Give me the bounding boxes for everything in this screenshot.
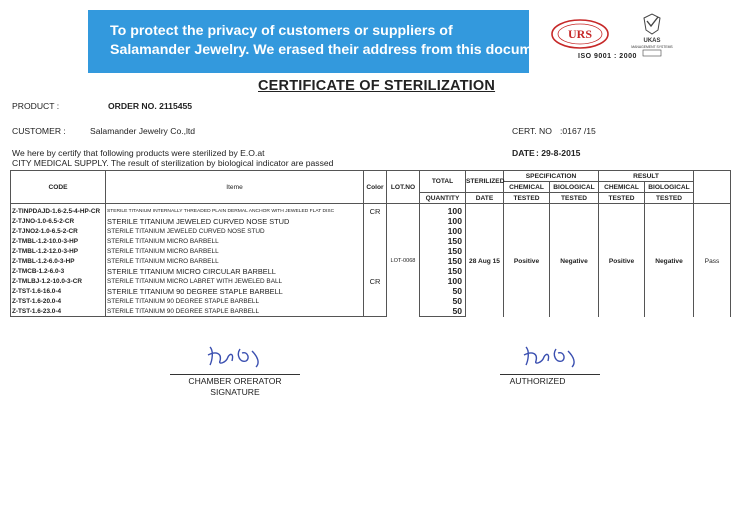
row-code: Z-TMBL-1.2-10.0-3-HP [11, 236, 106, 246]
sterilized-date: 28 Aug 15 [466, 204, 504, 317]
header-date: DATE [466, 193, 504, 204]
iso-label: ISO 9001 : 2000 [578, 53, 637, 60]
row-color [364, 256, 387, 266]
ukas-logo [631, 14, 673, 56]
row-item: STERILE TITANIUM MICRO BARBELL [106, 246, 364, 256]
ukas-subtext: MANAGEMENT SYSTEMS [631, 45, 673, 49]
spec-biological-result: Negative [550, 204, 599, 317]
table-row [11, 204, 731, 217]
row-quantity: 100 [420, 216, 466, 226]
row-code: Z-TMBL-1.2-6.0-3-HP [11, 256, 106, 266]
header-code: CODE [11, 171, 106, 204]
banner-line-1: To protect the privacy of customers or suppliers of [110, 23, 453, 39]
order-number: ORDER NO. 2115455 [108, 101, 193, 111]
row-quantity: 50 [420, 286, 466, 296]
customer-label: CUSTOMER : [12, 126, 66, 136]
result-chemical: Positive [599, 204, 645, 317]
date-value: : 29-8-2015 [536, 148, 581, 158]
certificate-title: CERTIFICATE OF STERILIZATION [258, 78, 496, 94]
operator-signature-line [170, 374, 300, 375]
row-quantity: 100 [420, 204, 466, 217]
header-spec-biological-tested: TESTED [550, 193, 599, 204]
row-code: Z-TST-1.6-16.0-4 [11, 286, 106, 296]
row-code: Z-TINPDAJD-1.6-2.5-4-HP-CR [11, 204, 106, 217]
header-result-chemical: CHEMICAL [599, 182, 645, 193]
header-result-chemical-tested: TESTED [599, 193, 645, 204]
row-item: STERILE TITANIUM MICRO BARBELL [106, 256, 364, 266]
header-total: TOTAL [420, 171, 466, 193]
row-quantity: 50 [420, 306, 466, 317]
row-item: STERILE TITANIUM JEWELED CURVED NOSE STUD [106, 216, 364, 226]
header-spec-biological: BIOLOGICAL [550, 182, 599, 193]
header-item: Iteme [106, 171, 364, 204]
header-specification: SPECIFICATION [504, 171, 599, 182]
intro-line-2: CITY MEDICAL SUPPLY. The result of sterilization by biological indicator are passed [12, 158, 334, 168]
row-code: Z-TMCB-1.2-6.0-3 [11, 266, 106, 276]
header-lot: LOT.NO [387, 171, 420, 204]
table-body [11, 204, 731, 317]
header-result: RESULT [599, 171, 694, 182]
row-code: Z-TMBL-1.2-12.0-3-HP [11, 246, 106, 256]
row-item: STERILE TITANIUM 90 DEGREE STAPLE BARBELL [106, 306, 364, 317]
row-item: STERILE TITANIUM MICRO BARBELL [106, 236, 364, 246]
final-result: Pass [694, 204, 731, 317]
row-quantity: 150 [420, 236, 466, 246]
authorized-signature [518, 343, 598, 371]
row-code: Z-TST-1.6-23.0-4 [11, 306, 106, 317]
operator-label-1: CHAMBER ORERATOR [188, 376, 282, 386]
row-color [364, 296, 387, 306]
authorized-signature-line [500, 374, 600, 375]
row-color [364, 246, 387, 256]
row-quantity: 100 [420, 226, 466, 236]
row-item: STERILE TITANIUM 90 DEGREE STAPLE BARBELL [106, 286, 364, 296]
row-quantity: 150 [420, 246, 466, 256]
product-label: PRODUCT : [12, 101, 60, 111]
row-quantity: 150 [420, 256, 466, 266]
header-sterilized: STERILIZED [466, 171, 504, 193]
intro-line-1: We here by certify that following products were sterilized by E.O.at [12, 148, 265, 158]
row-item: STERILE TITANIUM 90 DEGREE STAPLE BARBELL [106, 296, 364, 306]
header-spec-chemical: CHEMICAL [504, 182, 550, 193]
row-code: Z-TST-1.6-20.0-4 [11, 296, 106, 306]
header-quantity: QUANTITY [420, 193, 466, 204]
header-final [694, 171, 731, 204]
row-color [364, 306, 387, 317]
row-item: STERILE TITANIUM JEWELED CURVED NOSE STUD [106, 226, 364, 236]
spec-chemical-result: Positive [504, 204, 550, 317]
row-quantity: 150 [420, 266, 466, 276]
date-label: DATE [512, 148, 535, 158]
sterilization-table [10, 170, 731, 317]
cert-no-value: :0167 /15 [560, 126, 596, 136]
ukas-text: UKAS [643, 38, 661, 44]
header-color: Color [364, 171, 387, 204]
header-result-biological-tested: TESTED [645, 193, 694, 204]
row-color [364, 216, 387, 226]
row-item: STERILE TITANIUM INTERNALLY THREADED PLAIN DERMAL ANCHOR WITH JEWELED FLAT DISC [106, 204, 364, 217]
row-color [364, 286, 387, 296]
row-code: Z-TJNO-1.0-6.5-2-CR [11, 216, 106, 226]
row-color [364, 236, 387, 246]
row-item: STERILE TITANIUM MICRO LABRET WITH JEWELED BALL [106, 276, 364, 286]
urs-logo [552, 20, 608, 48]
header-result-biological: BIOLOGICAL [645, 182, 694, 193]
privacy-banner [88, 10, 554, 73]
row-code: Z-TMLBJ-1.2-10.0-3-CR [11, 276, 106, 286]
lot-number: LOT-0068 [387, 204, 420, 317]
row-code: Z-TJNO2-1.0-6.5-2-CR [11, 226, 106, 236]
operator-signature [200, 343, 280, 371]
authorized-label: AUTHORIZED [509, 376, 566, 386]
operator-label-2: SIGNATURE [210, 387, 260, 397]
result-biological: Negative [645, 204, 694, 317]
row-item: STERILE TITANIUM MICRO CIRCULAR BARBELL [106, 266, 364, 276]
row-quantity: 50 [420, 296, 466, 306]
urs-text: URS [567, 27, 593, 41]
row-color [364, 226, 387, 236]
banner-line-2: Salamander Jewelry. We erased their address from this document [110, 42, 554, 58]
row-color: CR [364, 276, 387, 286]
header-spec-chemical-tested: TESTED [504, 193, 550, 204]
customer-name: Salamander Jewelry Co.,ltd [90, 126, 196, 136]
row-quantity: 100 [420, 276, 466, 286]
cert-no-label: CERT. NO [512, 126, 552, 136]
row-color: CR [364, 204, 387, 217]
row-color [364, 266, 387, 276]
